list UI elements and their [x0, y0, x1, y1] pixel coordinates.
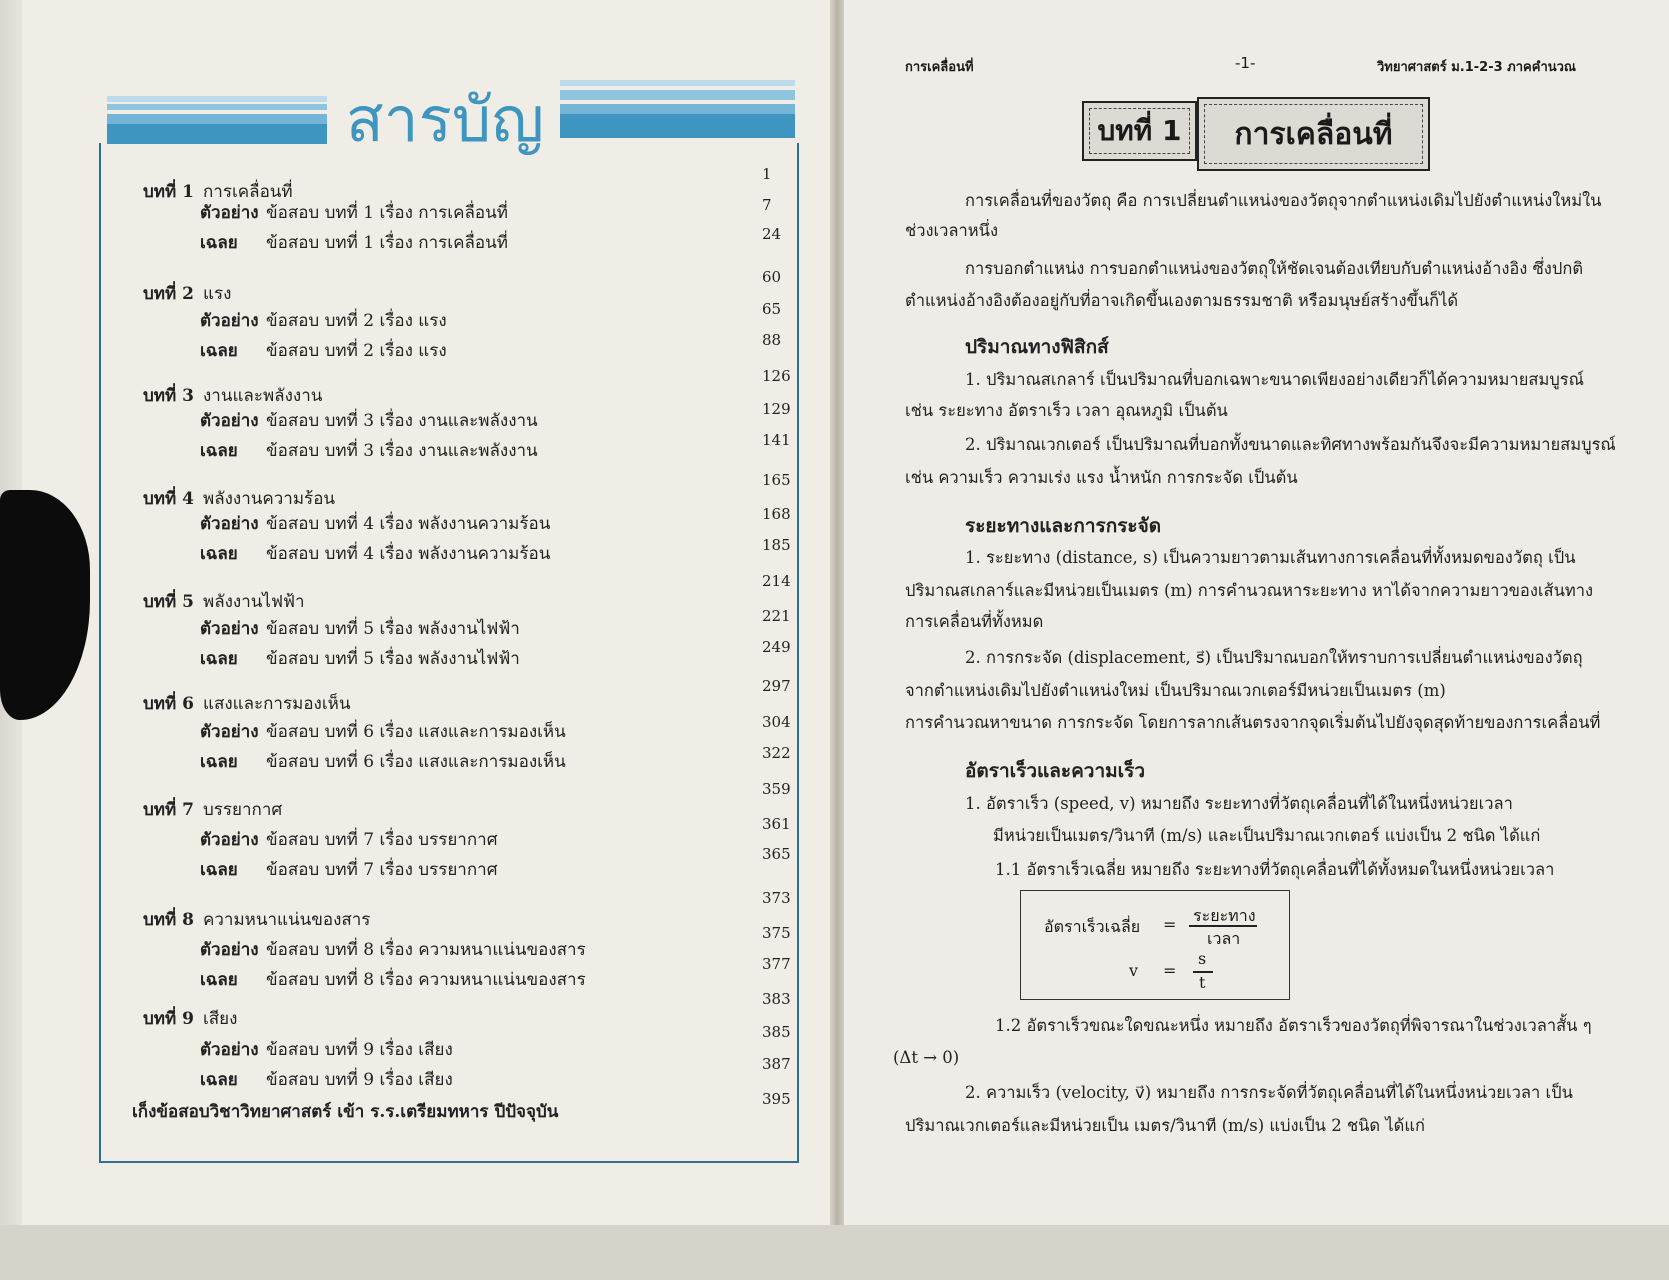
paragraph-line: การคำนวณหาขนาด การกระจัด โดยการลากเส้นตรงจากจุดเริ่มต้นไปยังจุดสุดท้ายของการเคลื่อนที่ [905, 713, 1601, 732]
toc-row-label: เฉลย [200, 970, 238, 990]
toc-row-label: เฉลย [200, 1070, 238, 1090]
toc-row-text: บรรยากาศ [203, 800, 283, 820]
paragraph-line: ปริมาณสเกลาร์และมีหน่วยเป็นเมตร (m) การคำนวณหาระยะทาง หาได้จากความยาวของเส้นทาง [905, 581, 1594, 600]
toc-title: สารบัญ [345, 83, 545, 156]
running-header-left: การเคลื่อนที่ [905, 60, 974, 75]
section-heading: ปริมาณทางฟิสิกส์ [965, 336, 1109, 358]
toc-row-text: ข้อสอบ บทที่ 6 เรื่อง แสงและการมองเห็น [266, 722, 566, 742]
toc-chapter-row [143, 796, 282, 823]
toc-row-label: บทที่ 4 [143, 489, 194, 509]
toc-row-text: พลังงานไฟฟ้า [203, 592, 305, 612]
toc-row-label: บทที่ 2 [143, 284, 194, 304]
book-spine [830, 0, 844, 1235]
toc-row-label: ตัวอย่าง [200, 619, 259, 639]
toc-row-text: ข้อสอบ บทที่ 5 เรื่อง พลังงานไฟฟ้า [266, 649, 520, 669]
formula-lhs: อัตราเร็วเฉลี่ย [1044, 917, 1141, 936]
toc-page-number: 165 [762, 471, 791, 489]
toc-row-text: ข้อสอบ บทที่ 4 เรื่อง พลังงานความร้อน [266, 544, 551, 564]
toc-row-text: ข้อสอบ บทที่ 2 เรื่อง แรง [266, 311, 447, 331]
paragraph-line: การเคลื่อนที่ของวัตถุ คือ การเปลี่ยนตำแหน่งของวัตถุจากตำแหน่งเดิมไปยังตำแหน่งใหม่ใน [965, 191, 1602, 210]
paragraph-line: การเคลื่อนที่ทั้งหมด [905, 612, 1044, 631]
toc-row-text: การเคลื่อนที่ [203, 182, 293, 202]
formula-equals: = [1163, 915, 1177, 934]
toc-sub-row [200, 966, 586, 993]
toc-row-text: ข้อสอบ บทที่ 1 เรื่อง การเคลื่อนที่ [266, 203, 508, 223]
toc-sub-row [200, 856, 497, 883]
toc-page-number: 221 [762, 607, 791, 625]
toc-chapter-row [143, 382, 322, 409]
section-heading: ระยะทางและการกระจัด [965, 515, 1162, 537]
paragraph-line: การบอกตำแหน่ง การบอกตำแหน่งของวัตถุให้ชัดเจนต้องเทียบกับตำแหน่งอ้างอิง ซึ่งปกติ [965, 259, 1584, 278]
toc-row-text: ข้อสอบ บทที่ 7 เรื่อง บรรยากาศ [266, 830, 498, 850]
toc-page-number: 60 [762, 268, 782, 286]
paragraph-line: 2. ปริมาณเวกเตอร์ เป็นปริมาณที่บอกทั้งขนาดและทิศทางพร้อมกันจึงจะมีความหมายสมบูรณ์ [965, 435, 1616, 454]
paragraph-line: ปริมาณเวกเตอร์และมีหน่วยเป็น เมตร/วินาที (m/s) แบ่งเป็น 2 ชนิด ได้แก่ [905, 1116, 1426, 1135]
paragraph-line: ช่วงเวลาหนึ่ง [905, 221, 999, 240]
toc-row-label: ตัวอย่าง [200, 311, 259, 331]
toc-chapter-row [143, 1005, 237, 1032]
formula-numerator: ระยะทาง [1193, 906, 1256, 925]
toc-row-text: ข้อสอบ บทที่ 2 เรื่อง แรง [266, 341, 447, 361]
paragraph-line: 2. การกระจัด (displacement, s⃗) เป็นปริมาณบอกให้ทราบการเปลี่ยนตำแหน่งของวัตถุ [965, 648, 1583, 667]
toc-page-number: 88 [762, 331, 782, 349]
toc-row-label: บทที่ 3 [143, 386, 194, 406]
paragraph-line: ตำแหน่งอ้างอิงต้องอยู่กับที่อาจเกิดขึ้นเองตามธรรมชาติ หรือมนุษย์สร้างขึ้นก็ได้ [905, 291, 1459, 310]
toc-page-number: 1 [762, 165, 772, 183]
toc-page-number: 383 [762, 990, 791, 1008]
toc-row-label: ตัวอย่าง [200, 722, 259, 742]
toc-row-label: เฉลย [200, 233, 238, 253]
formula-denominator: t [1199, 973, 1206, 992]
formula-numerator: s [1198, 949, 1207, 968]
toc-page-number: 249 [762, 638, 791, 656]
paragraph-line: เช่น ระยะทาง อัตราเร็ว เวลา อุณหภูมิ เป็นต้น [905, 401, 1228, 420]
toc-page-number: 24 [762, 225, 782, 243]
toc-page-number: 377 [762, 955, 791, 973]
toc-sub-row [200, 540, 550, 567]
toc-row-text: งานและพลังงาน [203, 386, 323, 406]
toc-sub-row [200, 748, 566, 775]
toc-row-text: ข้อสอบ บทที่ 3 เรื่อง งานและพลังงาน [266, 441, 538, 461]
formula-equals: = [1163, 961, 1177, 980]
toc-row-label: บทที่ 7 [143, 800, 194, 820]
toc-page-number: 359 [762, 780, 791, 798]
running-header-right: วิทยาศาสตร์ ม.1-2-3 ภาคคำนวณ [1377, 60, 1576, 75]
toc-row-label: ตัวอย่าง [200, 514, 259, 534]
paragraph-line: 1. ปริมาณสเกลาร์ เป็นปริมาณที่บอกเฉพาะขนาดเพียงอย่างเดียวก็ได้ความหมายสมบูรณ์ [965, 370, 1584, 389]
toc-row-label: บทที่ 9 [143, 1009, 194, 1029]
toc-sub-row [200, 437, 538, 464]
toc-sub-row [200, 826, 497, 853]
toc-row-label: บทที่ 1 [143, 182, 194, 202]
paragraph-line: 1. อัตราเร็ว (speed, v) หมายถึง ระยะทางที่วัตถุเคลื่อนที่ได้ในหนึ่งหน่วยเวลา [965, 794, 1513, 813]
toc-row-text: ข้อสอบ บทที่ 8 เรื่อง ความหนาแน่นของสาร [266, 940, 586, 960]
toc-row-label: เฉลย [200, 441, 238, 461]
chapter-number-box [1082, 101, 1197, 161]
paragraph-line: จากตำแหน่งเดิมไปยังตำแหน่งใหม่ เป็นปริมาณเวกเตอร์มีหน่วยเป็นเมตร (m) [905, 681, 1446, 700]
toc-page-number: 297 [762, 677, 791, 695]
toc-page-number: 373 [762, 889, 791, 907]
toc-row-label: ตัวอย่าง [200, 1040, 259, 1060]
toc-row-label: เฉลย [200, 544, 238, 564]
toc-page-number: 7 [762, 196, 772, 214]
toc-row-text: ข้อสอบ บทที่ 6 เรื่อง แสงและการมองเห็น [266, 752, 566, 772]
toc-row-text: แรง [203, 284, 232, 304]
toc-row-text: ข้อสอบ บทที่ 4 เรื่อง พลังงานความร้อน [266, 514, 551, 534]
paragraph-line: เช่น ความเร็ว ความเร่ง แรง น้ำหนัก การกระจัด เป็นต้น [905, 468, 1298, 487]
chapter-title-box [1197, 97, 1430, 171]
toc-page-number: 375 [762, 924, 791, 942]
toc-page-number: 365 [762, 845, 791, 863]
formula-lhs: v [1129, 961, 1139, 980]
toc-row-text: ข้อสอบ บทที่ 3 เรื่อง งานและพลังงาน [266, 411, 538, 431]
toc-row-text: เสียง [203, 1009, 238, 1029]
toc-page-number: 65 [762, 300, 782, 318]
toc-chapter-row [143, 280, 231, 307]
section-heading: อัตราเร็วและความเร็ว [965, 760, 1146, 782]
toc-sub-row [200, 407, 538, 434]
formula-denominator: เวลา [1207, 929, 1241, 948]
toc-sub-row [200, 936, 586, 963]
chapter-number: บทที่ 1 [1089, 108, 1190, 154]
toc-row-text: ข้อสอบ บทที่ 8 เรื่อง ความหนาแน่นของสาร [266, 970, 586, 990]
toc-sub-row [200, 199, 508, 226]
toc-page-number: 168 [762, 505, 791, 523]
toc-row-label: บทที่ 6 [143, 694, 194, 714]
toc-row-text: พลังงานความร้อน [203, 489, 336, 509]
average-speed-formula-box [1020, 890, 1290, 1000]
toc-row-text: เก็งข้อสอบวิชาวิทยาศาสตร์ เข้า ร.ร.เตรียมทหาร ปีปัจจุบัน [132, 1102, 559, 1122]
toc-sub-row [200, 337, 447, 364]
toc-page-number: 141 [762, 431, 791, 449]
toc-row-label: เฉลย [200, 649, 238, 669]
toc-sub-row [200, 1036, 453, 1063]
chapter-title: การเคลื่อนที่ [1204, 104, 1423, 164]
toc-row-label: ตัวอย่าง [200, 203, 259, 223]
page-bottom-edge [0, 1225, 1669, 1280]
toc-page-number: 395 [762, 1090, 791, 1108]
toc-chapter-row [143, 690, 350, 717]
paragraph-line: 1.1 อัตราเร็วเฉลี่ย หมายถึง ระยะทางที่วัตถุเคลื่อนที่ได้ทั้งหมดในหนึ่งหน่วยเวลา [995, 860, 1555, 879]
toc-page-number: 304 [762, 713, 791, 731]
toc-sub-row [200, 229, 508, 256]
toc-row-label: ตัวอย่าง [200, 830, 259, 850]
toc-row-text: ข้อสอบ บทที่ 9 เรื่อง เสียง [266, 1040, 453, 1060]
toc-row-label: เฉลย [200, 860, 238, 880]
toc-page-number: 185 [762, 536, 791, 554]
toc-sub-row [200, 645, 520, 672]
toc-page-number: 214 [762, 572, 791, 590]
toc-chapter-row [143, 588, 305, 615]
toc-sub-row [200, 1066, 453, 1093]
toc-row-label: ตัวอย่าง [200, 940, 259, 960]
toc-row-label: เฉลย [200, 752, 238, 772]
page-number: -1- [1235, 54, 1256, 72]
toc-final-row [132, 1098, 558, 1125]
toc-row-text: ความหนาแน่นของสาร [203, 910, 371, 930]
toc-chapter-row [143, 485, 335, 512]
toc-row-text: ข้อสอบ บทที่ 9 เรื่อง เสียง [266, 1070, 453, 1090]
toc-page-number: 385 [762, 1023, 791, 1041]
toc-sub-row [200, 510, 550, 537]
toc-page-number: 322 [762, 744, 791, 762]
toc-row-label: ตัวอย่าง [200, 411, 259, 431]
toc-row-label: บทที่ 8 [143, 910, 194, 930]
toc-row-text: ข้อสอบ บทที่ 5 เรื่อง พลังงานไฟฟ้า [266, 619, 520, 639]
toc-page-number: 387 [762, 1055, 791, 1073]
toc-sub-row [200, 718, 566, 745]
toc-row-label: บทที่ 5 [143, 592, 194, 612]
toc-row-text: ข้อสอบ บทที่ 7 เรื่อง บรรยากาศ [266, 860, 498, 880]
toc-sub-row [200, 615, 520, 642]
paragraph-line: มีหน่วยเป็นเมตร/วินาที (m/s) และเป็นปริมาณเวกเตอร์ แบ่งเป็น 2 ชนิด ได้แก่ [993, 826, 1541, 845]
toc-chapter-row [143, 906, 370, 933]
toc-page-number: 361 [762, 815, 791, 833]
toc-page-number: 129 [762, 400, 791, 418]
toc-page-number: 126 [762, 367, 791, 385]
paragraph-line: 2. ความเร็ว (velocity, v⃗) หมายถึง การกระจัดที่วัตถุเคลื่อนที่ได้ในหนึ่งหน่วยเวลา เป็น [965, 1083, 1573, 1102]
toc-row-text: แสงและการมองเห็น [203, 694, 351, 714]
paragraph-line: 1. ระยะทาง (distance, s) เป็นความยาวตามเส้นทางการเคลื่อนที่ทั้งหมดของวัตถุ เป็น [965, 548, 1576, 567]
toc-row-label: เฉลย [200, 341, 238, 361]
paragraph-line: (Δt → 0) [893, 1048, 960, 1067]
toc-row-text: ข้อสอบ บทที่ 1 เรื่อง การเคลื่อนที่ [266, 233, 508, 253]
toc-sub-row [200, 307, 447, 334]
paragraph-line: 1.2 อัตราเร็วขณะใดขณะหนึ่ง หมายถึง อัตราเร็วของวัตถุที่พิจารณาในช่วงเวลาสั้น ๆ [995, 1016, 1592, 1035]
